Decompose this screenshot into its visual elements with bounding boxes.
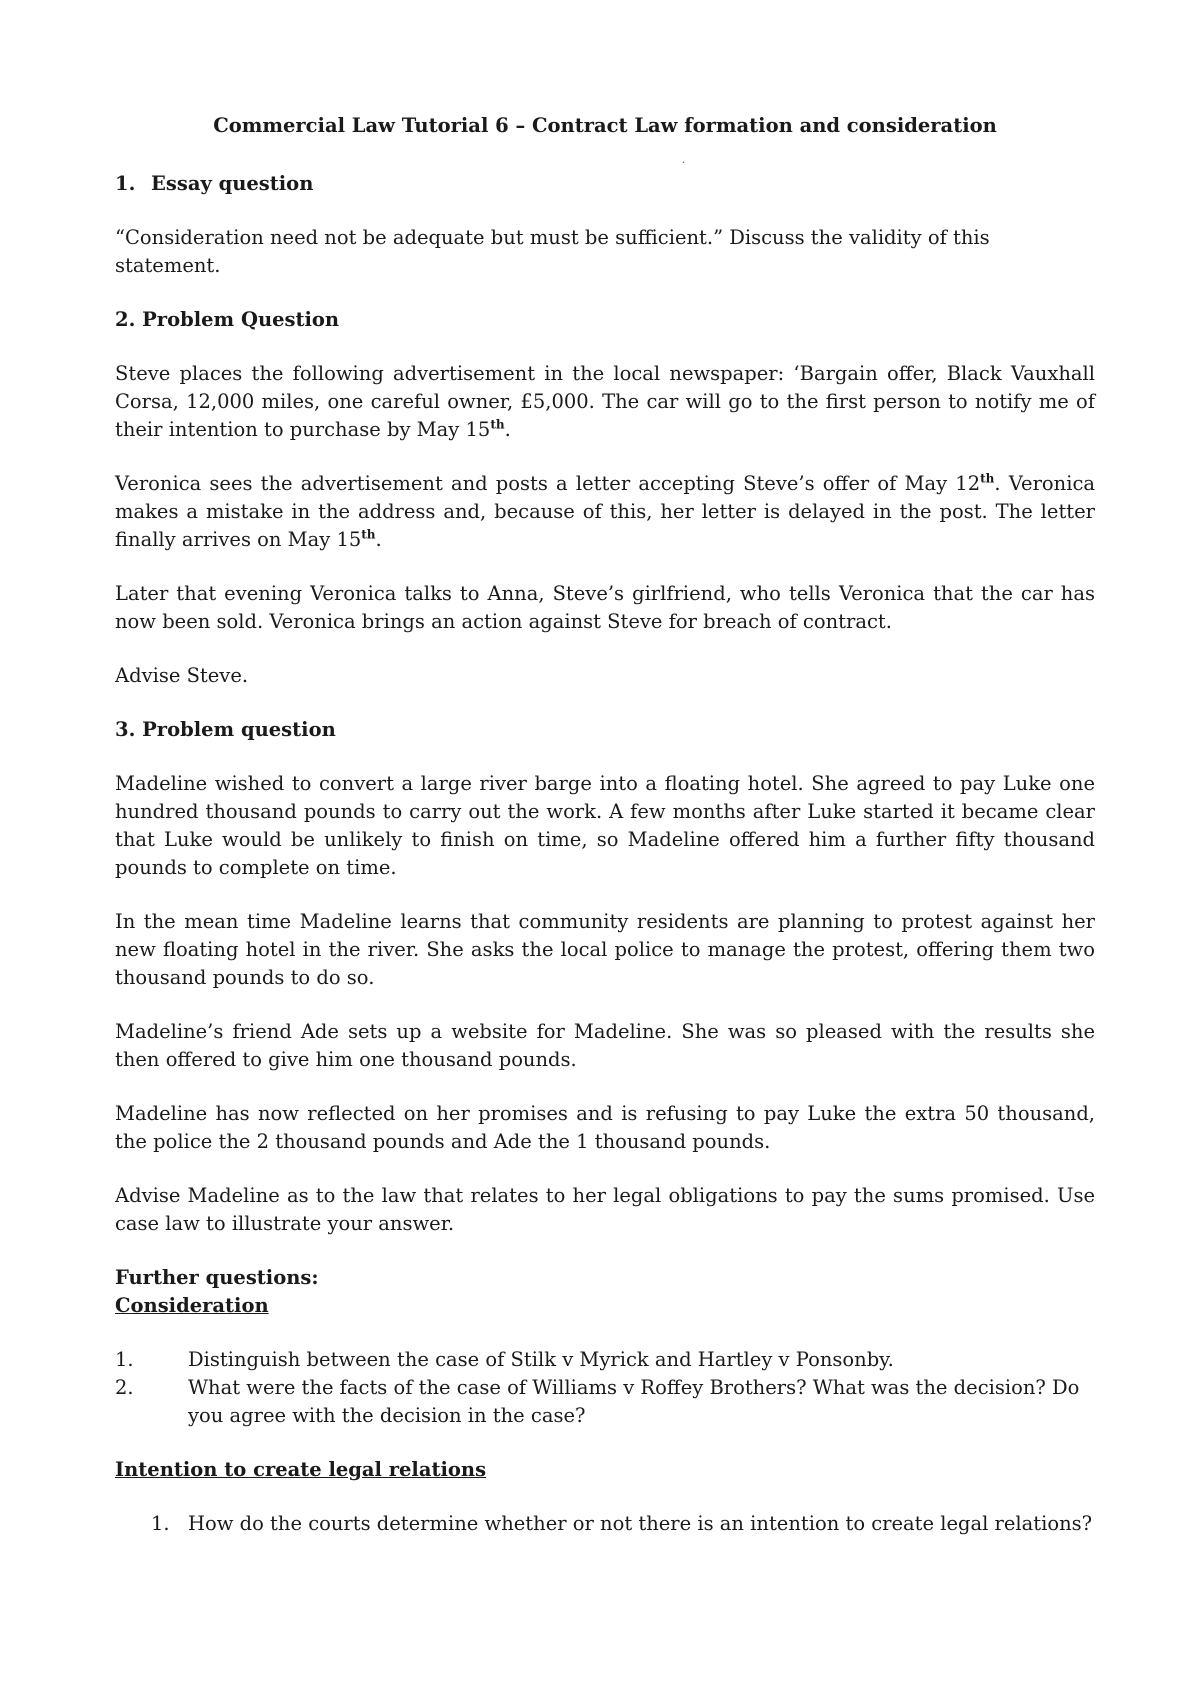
consideration-item: 2. What were the facts of the case of Williams v Roffey Brothers? What was the decision? Do you agree with the decision in the case? — [115, 1376, 1080, 1427]
problem-3-paragraph-2: In the mean time Madeline learns that community residents are planning to protest against her new floating hotel in the river. She asks the local police to manage the protest, offering them two thousand pounds to do so. — [115, 910, 1095, 989]
problem-3-paragraph-5: Advise Madeline as to the law that relates to her legal obligations to pay the sums promised. Use case law to illustrate your answer. — [115, 1184, 1095, 1235]
consideration-heading: Consideration — [115, 1294, 269, 1317]
stray-dot: . — [681, 155, 685, 166]
essay-question-text: “Consideration need not be adequate but must be sufficient.” Discuss the validity of this statement. — [115, 226, 990, 277]
essay-question-number: 1. — [115, 172, 136, 195]
document-body — [115, 112, 1095, 1538]
intention-heading: Intention to create legal relations — [115, 1458, 487, 1481]
problem-3-paragraph-4: Madeline has now reflected on her promises and is refusing to pay Luke the extra 50 thousand, the police the 2 thousand pounds and Ade the 1 thousand pounds. — [115, 1102, 1095, 1153]
problem-question-3-heading: 3. Problem question — [115, 718, 336, 741]
problem-2-paragraph-4: Advise Steve. — [115, 664, 249, 687]
problem-3-paragraph-3: Madeline’s friend Ade sets up a website for Madeline. She was so pleased with the results she then offered to give him one thousand pounds. — [115, 1020, 1095, 1071]
problem-3-paragraph-1: Madeline wished to convert a large river barge into a floating hotel. She agreed to pay Luke one hundred thousand pounds to carry out the work. A few months after Luke started it became clear that Luke would be unlikely to finish on time, so Madeline offered him a further fifty thousand pounds to complete on time. — [115, 772, 1095, 879]
problem-2-paragraph-3: Later that evening Veronica talks to Anna, Steve’s girlfriend, who tells Veronica that the car has now been sold. Veronica brings an action against Steve for breach of contract. — [115, 582, 1095, 633]
problem-2-paragraph-1: Steve places the following advertisement in the local newspaper: ‘Bargain offer, Black Vauxhall Corsa, 12,000 miles, one careful owner, £5,000. The car will go to the first person to notify me of their intention to purchase by May 15th. — [115, 362, 1095, 441]
essay-question-heading — [115, 170, 1095, 198]
document-title: Commercial Law Tutorial 6 – Contract Law formation and consideration — [213, 114, 997, 137]
problem-2-paragraph-2: Veronica sees the advertisement and posts a letter accepting Steve’s offer of May 12th. Veronica makes a mistake in the address and, because of this, her letter is delayed in the post. The letter finally arrives on May 15th. — [115, 471, 1095, 551]
consideration-item: 1. Distinguish between the case of Stilk v Myrick and Hartley v Ponsonby. — [115, 1348, 894, 1371]
intention-item: 1. How do the courts determine whether or not there is an intention to create legal relations? — [151, 1512, 1093, 1535]
further-questions-heading: Further questions: — [115, 1266, 319, 1289]
essay-question-title: Essay question — [151, 172, 314, 195]
problem-question-2-heading: 2. Problem Question — [115, 308, 340, 331]
